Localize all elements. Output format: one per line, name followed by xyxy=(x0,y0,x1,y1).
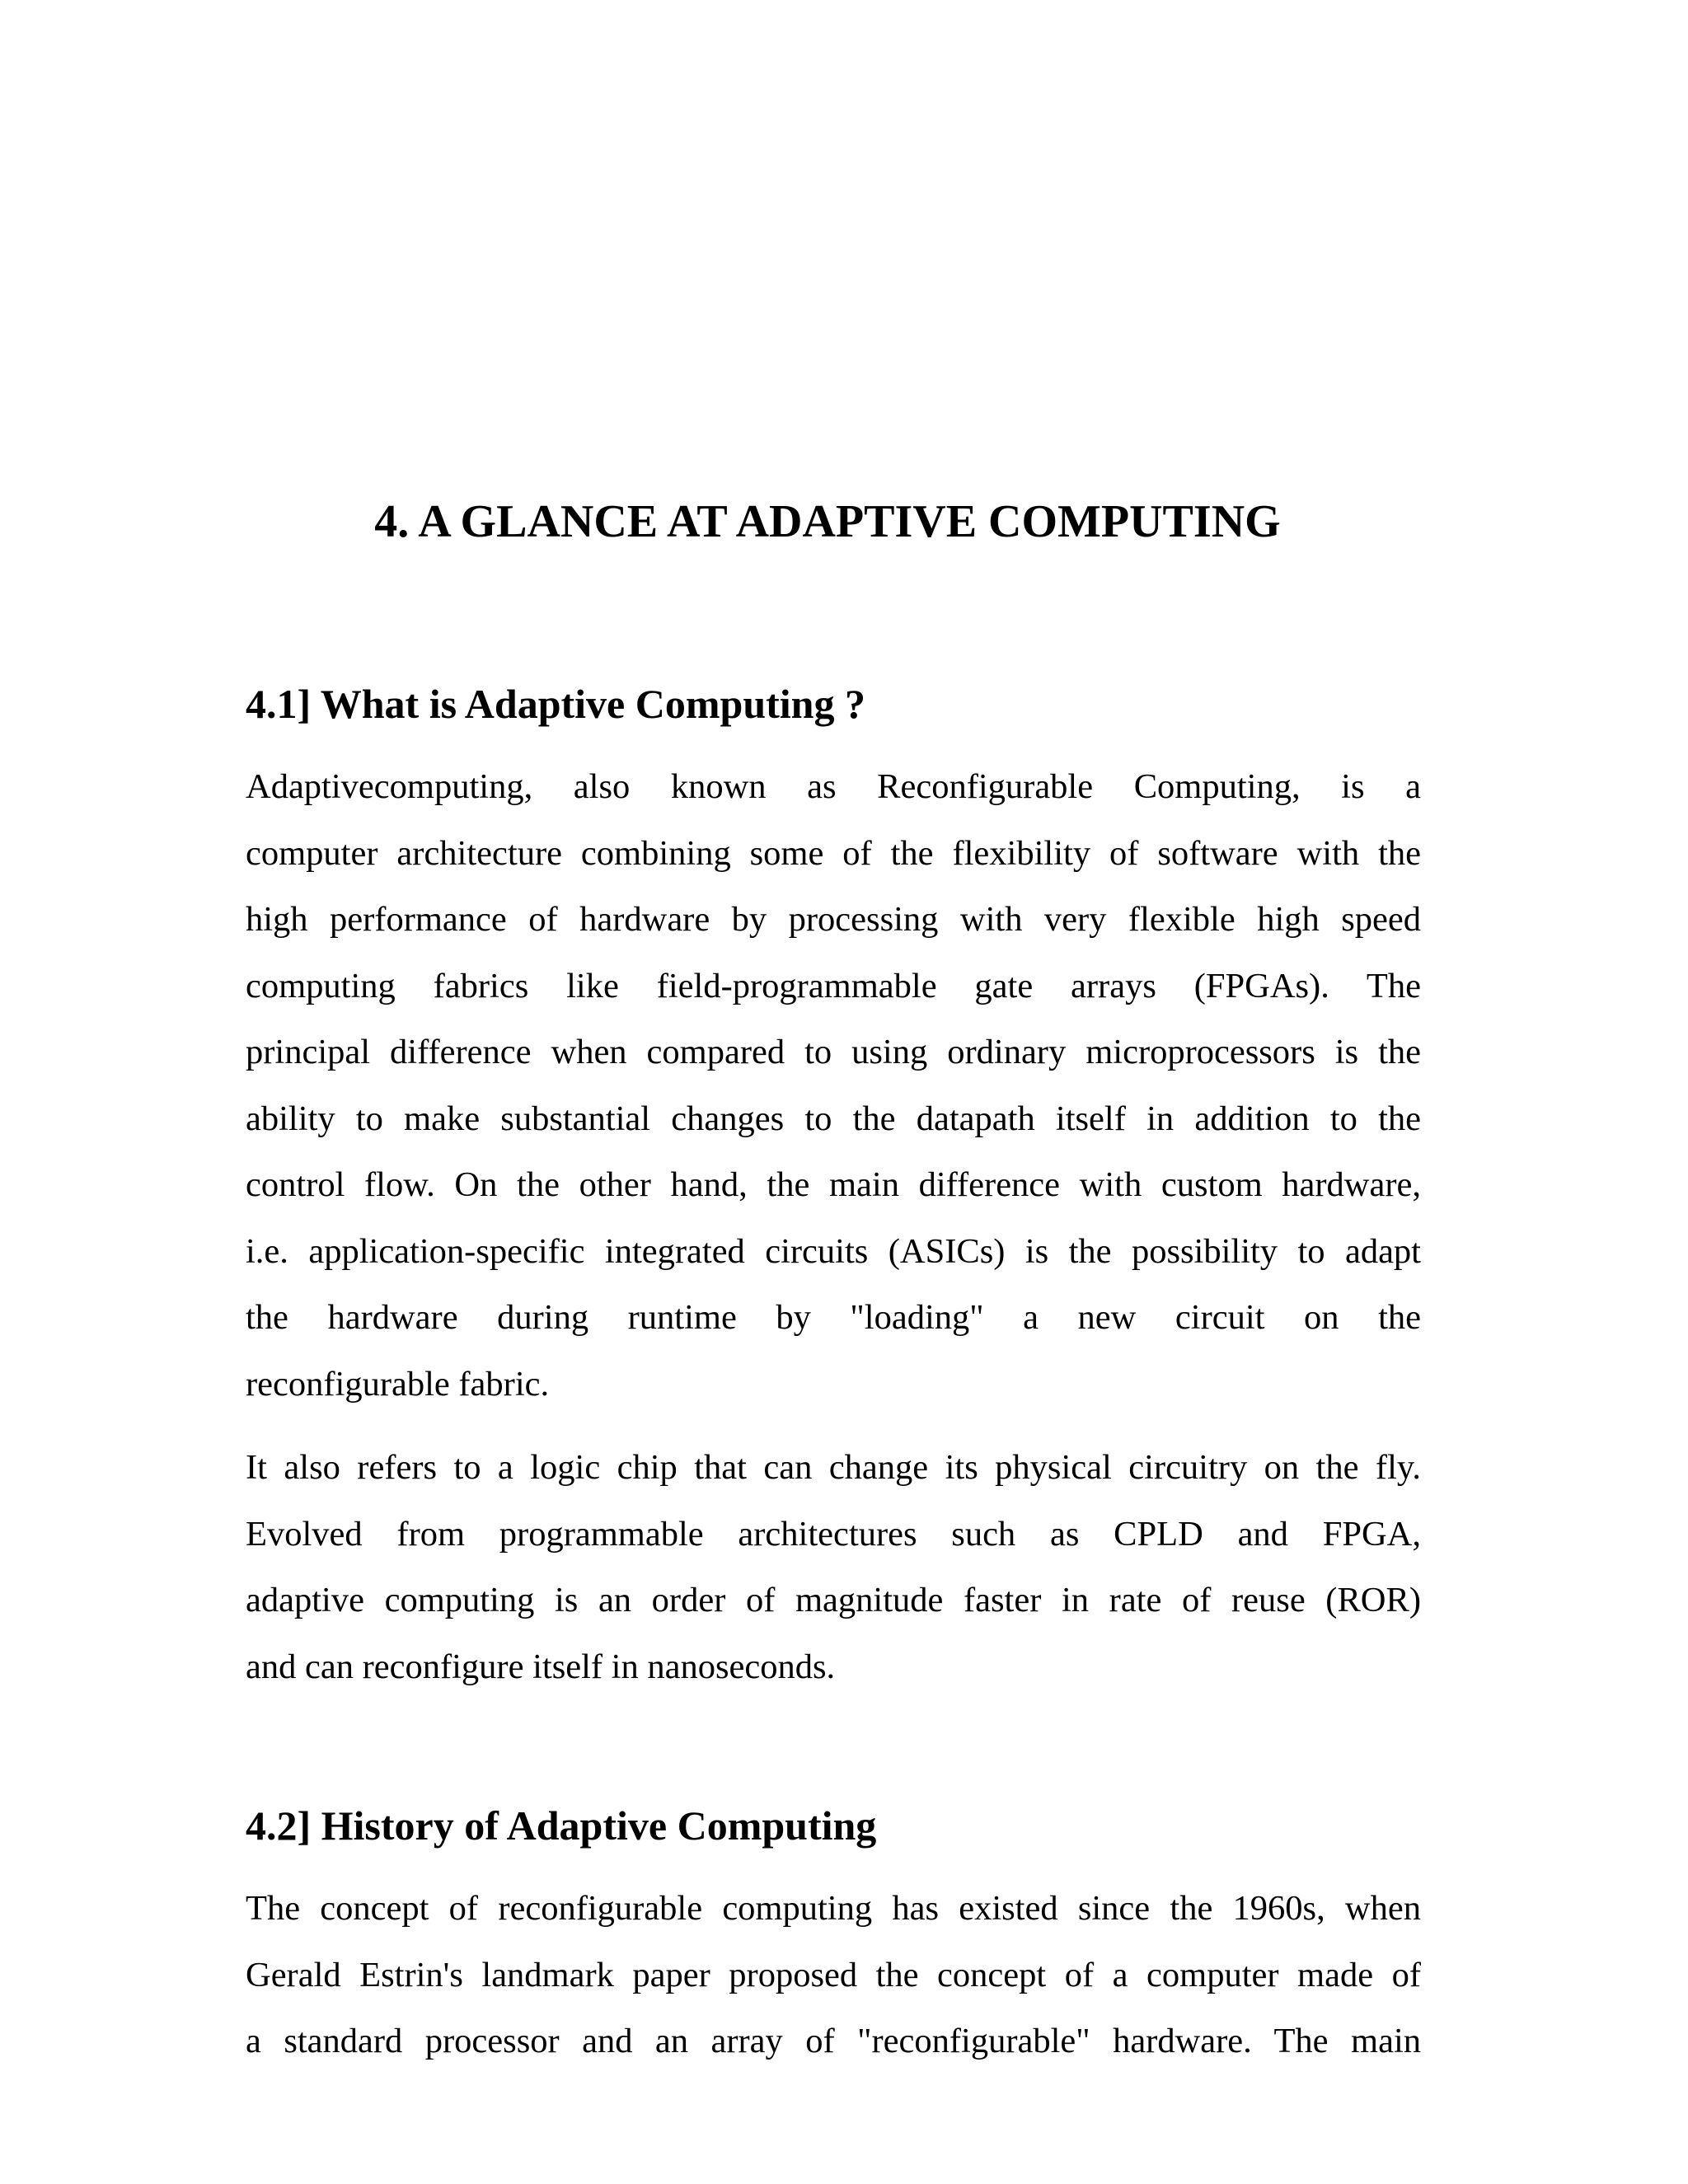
text-line: and can reconfigure itself in nanoseconds. xyxy=(246,1647,836,1686)
section-heading-4-2: 4.2] History of Adaptive Computing xyxy=(246,1802,877,1849)
text-line: the hardware during runtime by "loading" a new circuit on the xyxy=(246,1298,1421,1337)
section-heading-4-1: 4.1] What is Adaptive Computing ? xyxy=(246,681,865,727)
section-4-1-paragraph-1 xyxy=(246,754,1421,1418)
text-line: It also refers to a logic chip that can change its physical circuitry on the fly. xyxy=(246,1448,1421,1487)
text-line: ability to make substantial changes to the datapath itself in addition to the xyxy=(246,1099,1421,1138)
section-4-2-paragraph-1 xyxy=(246,1876,1421,2075)
text-line: reconfigurable fabric. xyxy=(246,1364,550,1404)
text-line: Adaptivecomputing, also known as Reconfigurable Computing, is a xyxy=(246,767,1421,806)
text-line: i.e. application-specific integrated circuits (ASICs) is the possibility to adapt xyxy=(246,1231,1421,1271)
section-4-1-paragraph-2 xyxy=(246,1435,1421,1700)
text-line: a standard processor and an array of "reconfigurable" hardware. The main xyxy=(246,2022,1421,2060)
text-line: high performance of hardware by processing with very flexible high speed xyxy=(246,900,1421,939)
text-line: adaptive computing is an order of magnitude faster in rate of reuse (ROR) xyxy=(246,1581,1421,1619)
chapter-title: 4. A GLANCE AT ADAPTIVE COMPUTING xyxy=(374,496,1281,547)
text-line: The concept of reconfigurable computing has existed since the 1960s, when xyxy=(246,1889,1421,1928)
text-line: Gerald Estrin's landmark paper proposed the concept of a computer made of xyxy=(246,1955,1421,1994)
text-line: Evolved from programmable architectures such as CPLD and FPGA, xyxy=(246,1514,1421,1554)
text-line: computing fabrics like field-programmable gate arrays (FPGAs). The xyxy=(246,966,1421,1005)
text-line: computer architecture combining some of the flexibility of software with the xyxy=(246,833,1421,873)
text-line: control flow. On the other hand, the main difference with custom hardware, xyxy=(246,1165,1421,1204)
text-line: principal difference when compared to using ordinary microprocessors is the xyxy=(246,1033,1421,1071)
